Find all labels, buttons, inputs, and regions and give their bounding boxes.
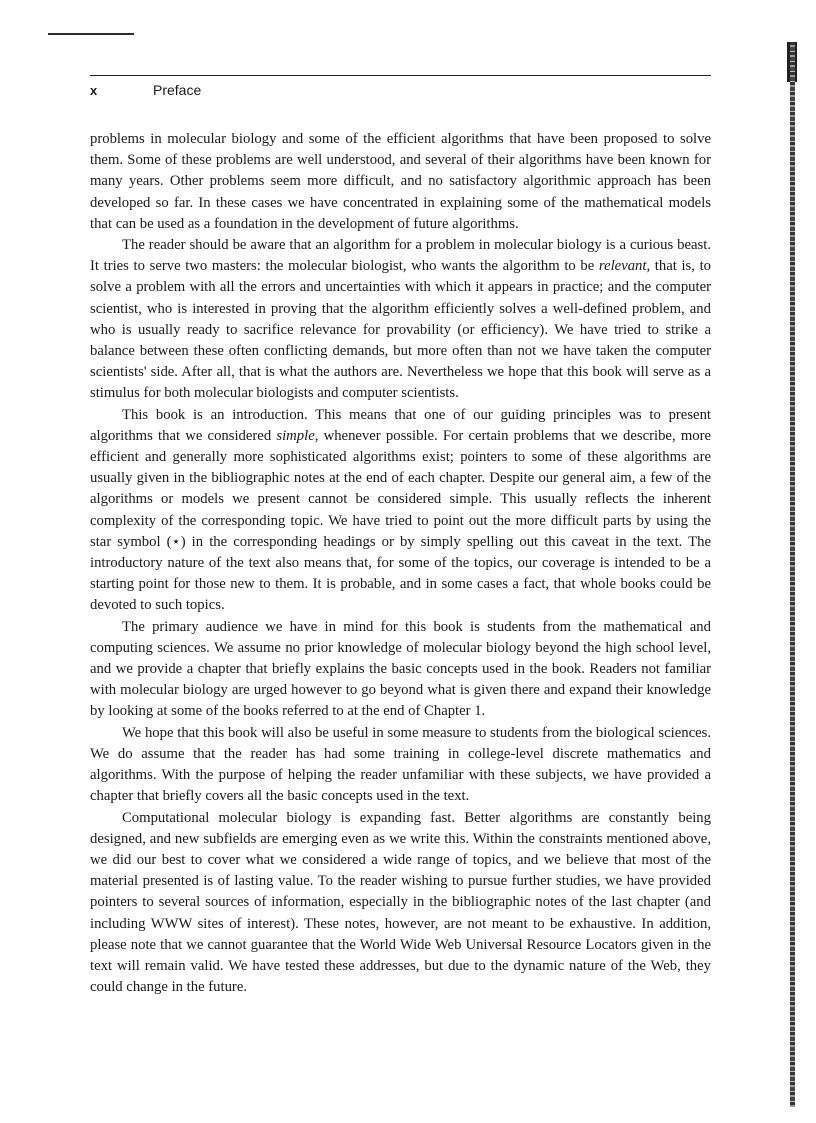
- binding-edge: [790, 42, 795, 1107]
- paragraph-1: problems in molecular biology and some of the efficient algorithms that have been proposed to solve them. Some of these problems are well understood, and several of their algorithms have been known for many years. Other problems seem more difficult, and no satisfactory algorithmic approach has been developed so far. In these cases we have concentrated in explaining some of the mathematical models that can be used as a foundation in the development of future algorithms.: [90, 131, 711, 232]
- body-text: [90, 129, 711, 998]
- running-head: Preface: [153, 82, 202, 98]
- scan-mark: [48, 33, 134, 35]
- header-rule: [90, 75, 711, 76]
- page-header: [90, 81, 711, 103]
- emphasis: relevant: [598, 258, 647, 275]
- emphasis: simple: [276, 427, 315, 444]
- paragraph-5: We hope that this book will also be useful in some measure to students from the biological sciences. We do assume that the reader has had some training in college-level discrete mathematics and algorithms. With the purpose of helping the reader unfamiliar with these subjects, we have provided a chapter that briefly covers all the basic concepts used in the text.: [90, 724, 711, 805]
- paragraph-4: The primary audience we have in mind for this book is students from the mathematical and computing sciences. We assume no prior knowledge of molecular biology beyond the high school level, and we provide a chapter that briefly explains the basic concepts used in the book. Readers not familiar with molecular biology are urged however to go beyond what is given there and expand their knowledge by looking at some of the books referred to at the end of Chapter 1.: [90, 618, 711, 720]
- page-number: x: [90, 83, 98, 98]
- paragraph-3: This book is an introduction. This means that one of our guiding principles was to present algorithms that we considered simple, whenever possible. For certain problems that we describe, more efficient and generally more sophisticated algorithms exist; pointers to some of these algorithms are usually given in the bibliographic notes at the end of each chapter. Despite our general aim, a few of the algorithms or models we present cannot be considered simple. This usually reflects the inherent complexity of the corresponding topic. We have tried to point out the more difficult parts by using the star symbol (⋆) in the corresponding headings or by simply spelling out this caveat in the text. The introductory nature of the text also means that, for some of the topics, our coverage is intended to be a starting point for those new to them. It is probable, and in some cases a fact, that whole books could be devoted to such topics.: [90, 406, 711, 614]
- paragraph-6: Computational molecular biology is expanding fast. Better algorithms are constantly being designed, and new subfields are emerging even as we write this. Within the constraints mentioned above, we did our best to cover what we considered a wide range of topics, and we believe that most of the material presented is of lasting value. To the reader wishing to pursue further studies, we have provided pointers to several sources of information, especially in the bibliographic notes of the last chapter (and including WWW sites of interest). These notes, however, are not meant to be exhaustive. In addition, please note that we cannot guarantee that the World Wide Web Universal Resource Locators given in the text will remain valid. We have tested these addresses, but due to the dynamic nature of the Web, they could change in the future.: [90, 809, 711, 996]
- paragraph-2: The reader should be aware that an algorithm for a problem in molecular biology is a curious beast. It tries to serve two masters: the molecular biologist, who wants the algorithm to be relevant, that is, to solve a problem with all the errors and uncertainties with which it appears in practice; and the computer scientist, who is interested in proving that the algorithm efficiently solves a well-defined problem, and who is usually ready to sacrifice relevance for provability (or efficiency). We have tried to strike a balance between these often conflicting demands, but more often than not we have taken the computer scientists' side. After all, that is what the authors are. Nevertheless we hope that this book will serve as a stimulus for both molecular biologists and computer scientists.: [90, 237, 711, 402]
